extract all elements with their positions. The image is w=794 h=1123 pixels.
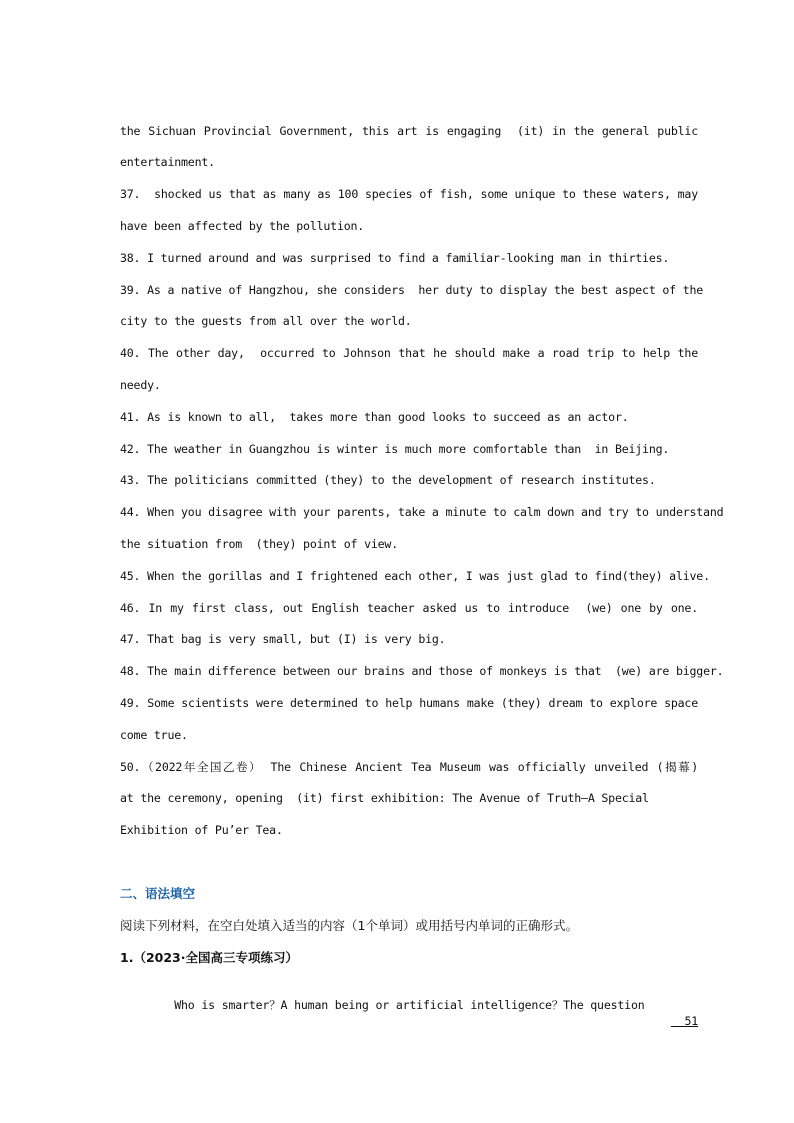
text-line: Exhibition of Pu’er Tea.: [120, 823, 283, 837]
blank-label: 51: [684, 1014, 698, 1028]
question-39: 39. As a native of Hangzhou, she considers her duty to display the best aspect of the: [120, 283, 704, 297]
passage-text: Who is smarter？A human being or artificial intelligence？The question: [147, 998, 645, 1012]
section-instruction: 阅读下列材料，在空白处填入适当的内容（1个单词）或用括号内单词的正确形式。: [120, 918, 578, 933]
blank-number: [671, 1013, 698, 1029]
text-line: entertainment.: [120, 155, 215, 169]
text-line: needy.: [120, 378, 161, 392]
question-42: 42. The weather in Guangzhou is winter is much more comfortable than in Beijing.: [120, 442, 670, 456]
question-37: 37. shocked us that as many as 100 species of fish, some unique to these waters, may: [120, 187, 698, 201]
text-line: have been affected by the pollution.: [120, 219, 365, 233]
question-50: 50.（2022年全国乙卷） The Chinese Ancient Tea Museum was officially unveiled (揭幕): [120, 760, 698, 774]
section-heading: 二、语法填空: [120, 886, 196, 901]
question-44: 44. When you disagree with your parents, take a minute to calm down and try to understand: [120, 505, 724, 519]
question-47: 47. That bag is very small, but (I) is very big.: [120, 632, 446, 646]
text-line: come true.: [120, 728, 188, 742]
question-41: 41. As is known to all, takes more than good looks to succeed as an actor.: [120, 410, 629, 424]
text-line: the situation from (they) point of view.: [120, 537, 398, 551]
question-45: 45. When the gorillas and I frightened each other, I was just glad to find(they) alive.: [120, 569, 710, 583]
question-46: 46. In my first class, out English teacher asked us to introduce (we) one by one.: [120, 601, 698, 615]
question-40: 40. The other day, occurred to Johnson that he should make a road trip to help the: [120, 346, 698, 360]
passage-line: [120, 981, 698, 1045]
text-line: at the ceremony, opening (it) first exhibition: The Avenue of Truth—A Special: [120, 791, 649, 805]
question-38: 38. I turned around and was surprised to find a familiar-looking man in thirties.: [120, 251, 670, 265]
text-line: city to the guests from all over the world.: [120, 314, 412, 328]
question-48: 48. The main difference between our brains and those of monkeys is that (we) are bigger.: [120, 664, 724, 678]
item-title: 1.（2023·全国高三专项练习）: [120, 950, 298, 965]
question-43: 43. The politicians committed (they) to the development of research institutes.: [120, 473, 656, 487]
question-49: 49. Some scientists were determined to help humans make (they) dream to explore space: [120, 696, 698, 710]
text-line: the Sichuan Provincial Government, this art is engaging (it) in the general public: [120, 124, 698, 138]
